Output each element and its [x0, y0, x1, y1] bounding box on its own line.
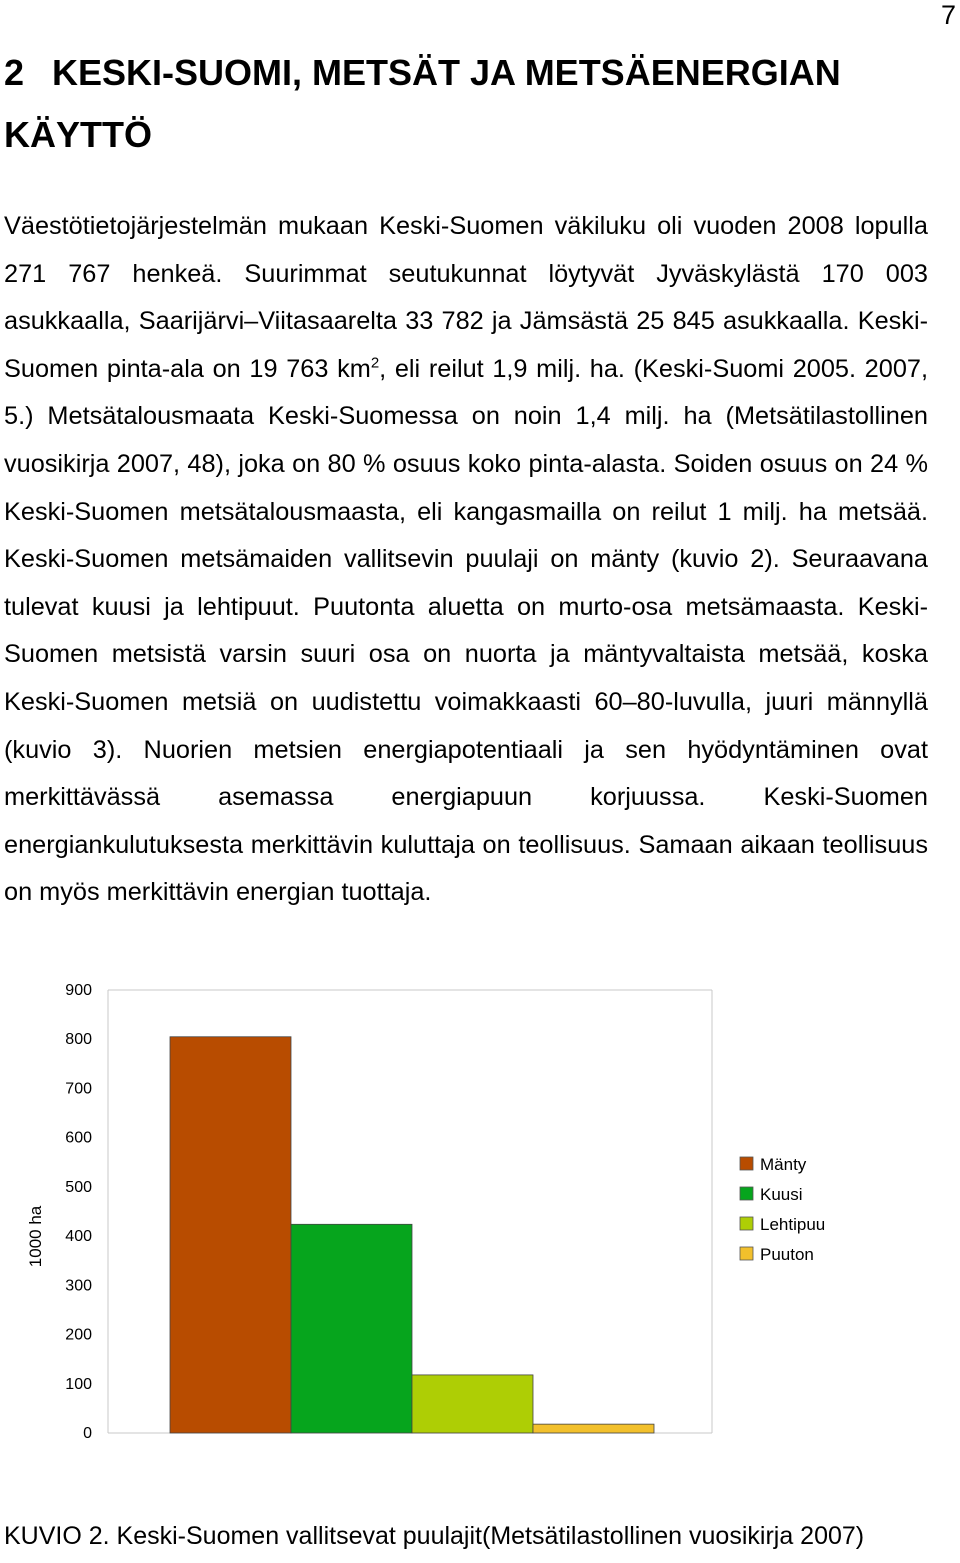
y-tick-label: 900 [65, 982, 92, 999]
legend-label-lehtipuu: Lehtipuu [760, 1215, 826, 1234]
y-tick-label: 200 [65, 1326, 92, 1344]
y-tick-label: 600 [65, 1129, 92, 1147]
page-number: 7 [940, 0, 956, 30]
figure-caption: KUVIO 2. Keski-Suomen vallitsevat puulajit(Metsätilastollinen vuosikirja 2007) [4, 1522, 865, 1550]
y-tick-label: 100 [65, 1375, 92, 1393]
section-heading [4, 42, 904, 166]
tree-species-bar-chart [0, 970, 960, 1470]
y-tick-label: 500 [65, 1178, 92, 1196]
y-tick-label: 300 [65, 1277, 92, 1295]
bar-lehtipuu [412, 1375, 533, 1433]
legend-swatch-puuton [740, 1247, 753, 1260]
y-axis-label: 1000 ha [26, 1205, 45, 1268]
y-tick-label: 700 [65, 1080, 92, 1098]
bar-puuton [533, 1424, 654, 1433]
legend-label-mänty: Mänty [760, 1155, 807, 1174]
bar-mänty [170, 1037, 291, 1433]
y-tick-label: 800 [65, 1031, 92, 1049]
bar-kuusi [291, 1224, 412, 1433]
body-paragraph [4, 203, 928, 917]
y-tick-label: 400 [65, 1228, 92, 1246]
legend-label-kuusi: Kuusi [760, 1185, 803, 1204]
body-text-part2: , eli reilut 1,9 milj. ha. (Keski-Suomi 2005. 2007, 5.) Metsätalousmaata Keski-Suomessa on noin 1,4 milj. ha (Metsätilastollinen vuosikirja 2007, 48), joka on 80 % osuus koko pinta-alasta. Soiden osuus on 24 % Keski-Suomen metsätalousmaasta, eli kangasmailla on reilut 1 milj. ha metsää. Keski-Suomen metsämaiden vallitsevin puulaji on mänty (kuvio 2). Seuraavana tulevat kuusi ja lehtipuut. Puutonta aluetta on murto-osa metsämaasta. Keski-Suomen metsistä varsin suuri osa on nuorta ja mäntyvaltaista metsää, koska Keski-Suomen metsiä on uudistettu voimakkaasti 60–80-luvulla, juuri männyllä (kuvio 3). Nuorien metsien energiapotentiaali ja sen hyödyntäminen ovat merkittävässä asemassa energiapuun korjuussa. Keski-Suomen energiankulutuksesta merkittävin kuluttaja on teollisuus. Samaan aikaan teollisuus on myös merkittävin energian tuottaja. [4, 354, 928, 907]
legend-label-puuton: Puuton [760, 1245, 814, 1264]
legend-swatch-kuusi [740, 1187, 753, 1200]
legend-swatch-mänty [740, 1157, 753, 1170]
body-text-part1: Väestötietojärjestelmän mukaan Keski-Suomen väkiluku oli vuoden 2008 lopulla 271 767 henkeä. Suurimmat seutukunnat löytyvät Jyväskylästä 170 003 asukkaalla, Saarijärvi–Viitasaarelta 33 782 ja Jämsästä 25 845 asukkaalla. Keski-Suomen pinta-ala on 19 763 km [4, 212, 928, 383]
legend-swatch-lehtipuu [740, 1217, 753, 1230]
section-title: KESKI-SUOMI, METSÄT JA METSÄENERGIAN KÄYTTÖ [4, 52, 841, 155]
km-superscript: 2 [370, 354, 380, 372]
section-number: 2 [4, 52, 25, 93]
y-tick-label: 0 [83, 1425, 92, 1442]
